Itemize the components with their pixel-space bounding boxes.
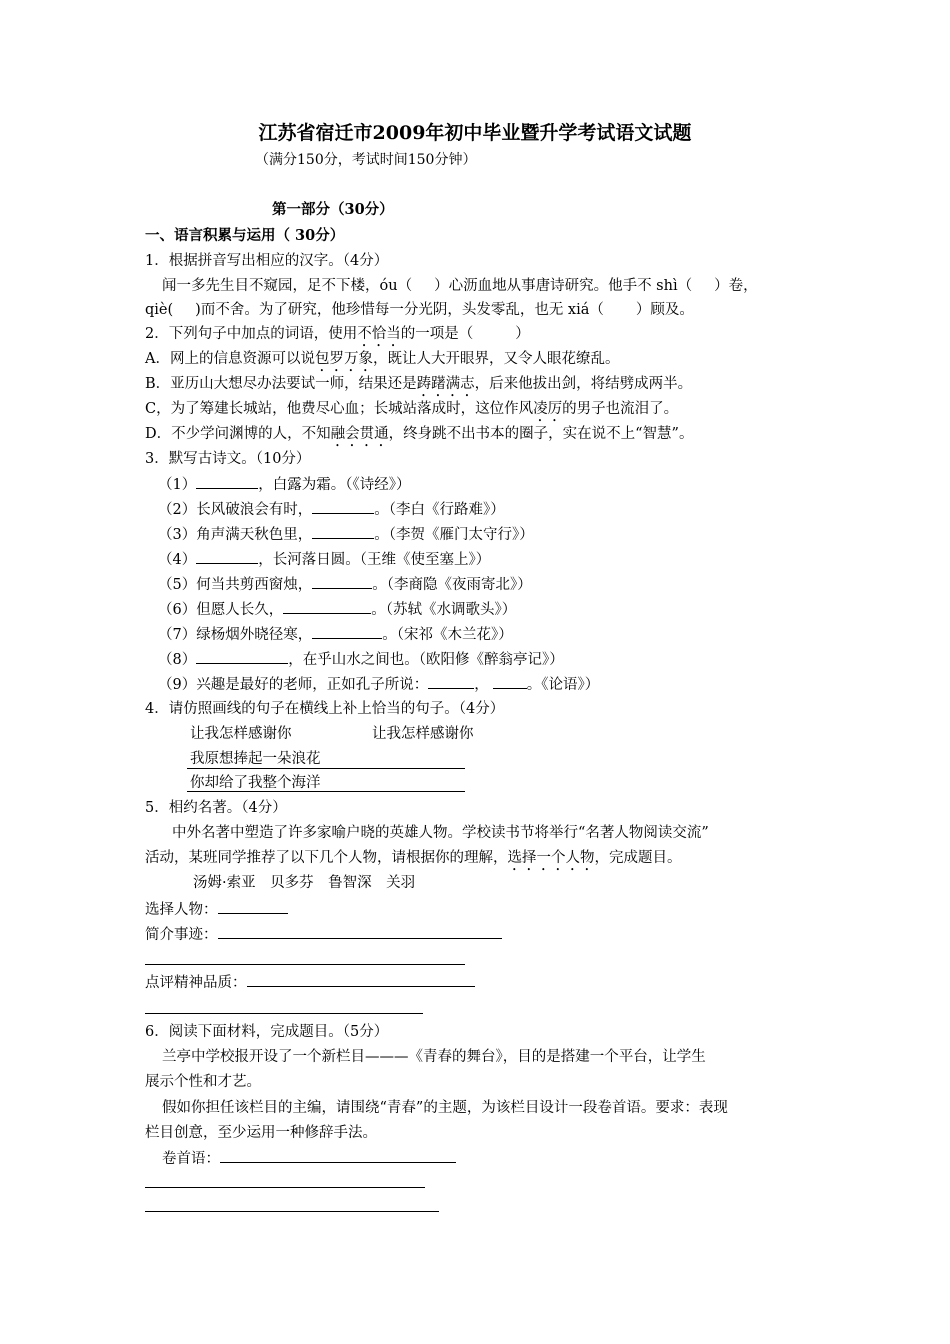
answer-blank[interactable] [218,899,288,914]
q3-text: （1） [158,477,197,493]
page-subtitle: （满分150分，考试时间150分钟） [255,152,477,168]
q5-heading: 5．相约名著。（4分） [145,800,287,816]
q3-text: ，在乎山水之间也。（欧阳修《醉翁亭记》） [288,652,564,668]
q3-text: （3）角声满天秋色里， [158,527,313,543]
q3-item-2 [158,499,505,520]
q5-label: 选择人物： [145,902,218,918]
answer-blank[interactable] [247,972,475,987]
q5-emphasis: 选择一个人物 [507,850,595,866]
q4-heading: 4．请仿照画线的句子在横线上补上恰当的句子。（4分） [145,701,505,717]
q6-para-1 [162,1047,706,1067]
q3-heading: 3．默写古诗文。（10分） [145,451,311,467]
answer-blank[interactable] [312,574,372,589]
part-heading: 第一部分（30分） [272,201,394,218]
answer-blank[interactable] [312,499,374,514]
section-heading: 一、语言积累与运用（ 30分） [145,227,345,244]
q2-emphasis: 融会贯通 [330,426,389,442]
q2-emphasis: 不恰当 [357,326,401,342]
q3-text: （4） [158,552,197,568]
q5-text: 活动，某班同学推荐了以下几个人物，请根据你的理解， [145,850,508,866]
q2-text: A．网上的信息资源可以说 [145,351,315,367]
q6-para-3: 假如你担任该栏目的主编，请围绕“青春”的主题，为该栏目设计一段卷首语。要求：表现 [162,1100,728,1116]
q5-text: ，完成题目。 [594,850,682,866]
answer-blank[interactable] [196,474,258,489]
q2-emphasis: 踌躇满志 [416,376,475,392]
q3-text: 。（李贺《雁门太守行》） [374,527,534,543]
q6-heading: 6．阅读下面材料，完成题目。（5分） [145,1024,389,1040]
page-title: 江苏省宿迁市2009年初中毕业暨升学考试语文试题 [258,122,692,144]
answer-line[interactable] [145,1013,423,1014]
q1-line2 [145,300,694,320]
q1-heading: 1．根据拼音写出相应的汉字。（4分） [145,253,389,269]
q2-emphasis: 凌厉 [533,401,563,417]
q5-comment [145,972,475,993]
answer-blank[interactable] [196,649,288,664]
q3-text: 。《论语》） [526,677,600,693]
q6-text: 兰亭中学校报开设了一个新栏目——— [162,1049,409,1065]
q1-text: ）顾及。 [635,302,694,318]
answer-blank[interactable] [493,674,527,689]
q2-heading [145,324,530,350]
q4-underline [187,791,465,792]
q3-text: （6）但愿人长久， [158,602,284,618]
q3-text: ，白露为霜。（《诗经》） [258,477,411,493]
q2-text: 2．下列句子中加点的词语，使用 [145,326,358,342]
q6-para-2: 展示个性和才艺。 [145,1074,261,1090]
q2-option-b [145,374,692,400]
q6-para-4: 栏目创意，至少运用一种修辞手法。 [145,1125,377,1141]
q2-text: B．亚历山大想尽办法要试一师，结果还是 [145,376,417,392]
q3-item-8 [158,649,564,670]
q2-text: C，为了筹建长城站，他费尽心血；长城站落成时，这位作风 [145,401,534,417]
q2-text: ，终身跳不出书本的圈子，实在说不上“智慧”。 [388,426,694,442]
q3-text: ，长河落日圆。（王维《使至塞上》） [258,552,491,568]
q2-text: ，既让人大开眼界，又令人眼花缭乱。 [372,351,620,367]
q4-line-a1: 让我怎样感谢你 [190,726,292,742]
q6-label: 卷首语： [162,1151,220,1167]
q3-item-4 [158,549,490,570]
q5-para-1: 中外名著中塑造了许多家喻户晓的英雄人物。学校读书节将举行“名著人物阅读交流” [172,825,709,841]
answer-blank[interactable] [312,524,374,539]
q2-text: D．不少学问渊博的人，不知 [145,426,331,442]
q2-emphasis: 包罗万象 [314,351,373,367]
q1-line1 [162,276,758,296]
answer-blank[interactable] [218,924,502,939]
answer-blank[interactable] [283,599,371,614]
q3-text: （7）绿杨烟外晓径寒， [158,627,313,643]
q5-label: 简介事 [145,927,189,943]
q5-choose [145,899,288,920]
q3-item-7 [158,624,513,645]
q3-text: （9）兴趣是最好的老师，正如孔子所说： [158,677,429,693]
q2-text: 的一项是（ [400,326,474,342]
q4-underline [187,768,465,769]
q2-option-a [145,349,619,375]
q3-text: （5）何当共剪西窗烛， [158,577,313,593]
q6-preface [162,1148,456,1169]
q3-text: 。（宋祁《木兰花》） [382,627,513,643]
q3-text: （8） [158,652,197,668]
q1-text: qiè( [145,302,174,318]
answer-blank[interactable] [220,1148,456,1163]
q5-para-2 [145,848,682,874]
q5-bio [145,924,502,945]
q4-line-c: 你却给了我整个海洋 [190,775,321,791]
answer-blank[interactable] [196,549,258,564]
q2-option-d [145,424,693,450]
q1-text: ）卷， [714,278,758,294]
q4-line-a2: 让我怎样感谢你 [372,726,474,742]
q3-item-9 [158,674,599,695]
q4-line-b: 我原想捧起一朵浪花 [190,751,321,767]
q2-text: 的男子也流泪了。 [562,401,679,417]
q3-text: 。（李白《行路难》） [374,502,505,518]
q3-text: 。（苏轼《水调歌头》） [371,602,517,618]
q3-item-1 [158,474,410,495]
q5-label: 迹： [188,927,218,943]
q1-text: 闻一多先生目不窥园，足不下楼，óu（ [162,278,413,294]
q3-text: ， [474,677,489,693]
q3-text: （2）长风破浪会有时， [158,502,313,518]
q3-item-5 [158,574,532,595]
q5-names: 汤姆·索亚 贝多芬 鲁智深 关羽 [193,875,416,891]
q3-item-3 [158,524,534,545]
q2-option-c [145,399,678,425]
q5-label: 点评精神品质： [145,975,247,991]
q2-text: ） [515,326,530,342]
q6-text: 《青春的舞台》，目的是搭建一个平台，让学生 [408,1049,706,1065]
answer-line[interactable] [145,1187,425,1188]
q3-item-6 [158,599,516,620]
answer-blank[interactable] [312,624,382,639]
answer-blank[interactable] [428,674,474,689]
q2-text: ，后来他拔出剑，将结劈成两半。 [474,376,693,392]
answer-line[interactable] [145,964,465,965]
q1-text: ）心沥血地从事唐诗研究。他手不 shì（ [434,278,693,294]
q1-text: )而不舍。为了研究，他珍惜每一分光阴，头发零乱，也无 xiá（ [195,302,604,318]
q3-text: 。（李商隐《夜雨寄北》） [372,577,532,593]
answer-line[interactable] [145,1211,439,1212]
